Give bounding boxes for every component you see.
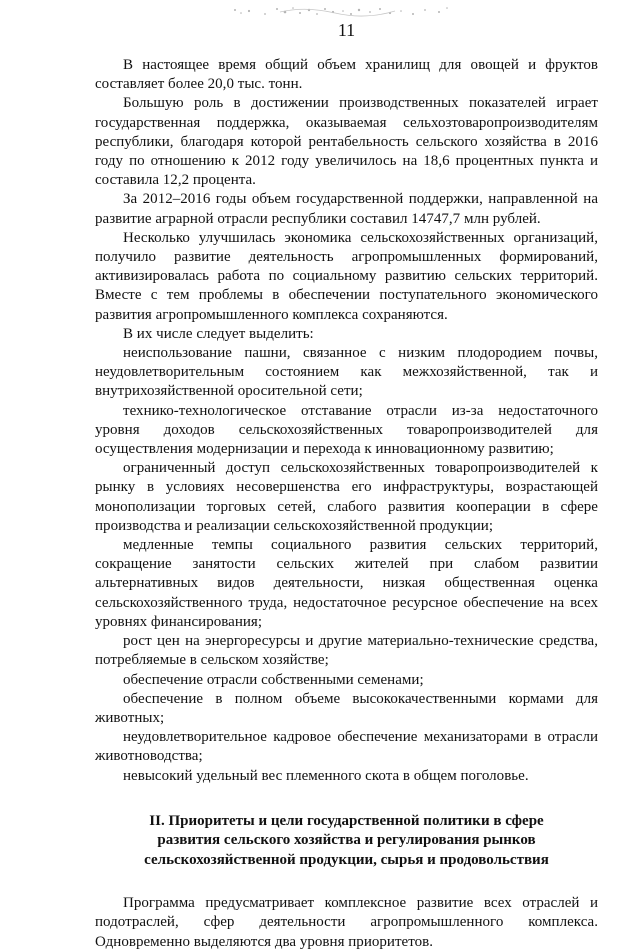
section-ii xyxy=(95,812,598,952)
section-paragraph: Программа предусматривает комплексное развитие всех отраслей и подотраслей, сфер деятельности агропромышленного комплекса. Одновременно выделяются два уровня приоритетов. xyxy=(95,895,598,950)
section-heading: II. Приоритеты и цели государственной политики в сфере развития сельского хозяйства и регулирования рынков сельскохозяйственной продукции, сырья и продовольствия xyxy=(144,812,549,868)
list-item: неиспользование пашни, связанное с низким плодородием почвы, неудовлетворительным состоянием как межхозяйственной, так и внутрихозяйственной оросительной сети; xyxy=(95,345,598,400)
list-item: медленные темпы социального развития сельских территорий, сокращение занятости сельских жителей при слабом развитии альтернативных видов деятельности, низкая общественная оценка сельскохозяйственного труда, недостаточное ресурсное обеспечение на всех уровнях финансирования; xyxy=(95,537,598,630)
list-item: технико-технологическое отставание отрасли из-за недостаточного уровня доходов сельскохозяйственных товаропроизводителей для осуществления модернизации и перехода к инновационному развитию; xyxy=(95,402,598,458)
list-item: неудовлетворительное кадровое обеспечение механизаторами в отрасли животноводства; xyxy=(95,729,598,765)
page-number: 11 xyxy=(337,20,356,40)
paragraph-economy: Несколько улучшилась экономика сельскохозяйственных организаций, получило развитие деятельность агропромышленных формирований, активизировалась работа по социальному развитию сельских территорий. Вместе с тем проблемы в обеспечении поступательного экономического развития агропромышленного комплекса сохраняются. xyxy=(95,229,598,323)
list-item: невысокий удельный вес племенного скота в общем поголовье. xyxy=(123,767,529,784)
paragraph-list-intro: В их числе следует выделить: xyxy=(123,325,314,342)
list-item: обеспечение в полном объеме высококачественными кормами для животных; xyxy=(95,690,598,726)
paragraph-support-volume: За 2012–2016 годы объем государственной поддержки, направленной на развитие аграрной отрасли республики составил 14747,7 млн рублей. xyxy=(95,191,598,227)
list-item: рост цен на энергоресурсы и другие материально-технические средства, потребляемые в сельском хозяйстве; xyxy=(95,633,598,669)
document-page xyxy=(95,0,598,950)
list-item: обеспечение отрасли собственными семенами; xyxy=(123,671,424,688)
document-body xyxy=(95,56,598,952)
list-item: ограниченный доступ сельскохозяйственных товаропроизводителей к рынку в условиях несовершенства его инфраструктуры, возрастающей монополизации торговых сетей, слабого развития кооперации в сфере производства и реализации сельскохозяйственной продукции; xyxy=(95,460,598,534)
paragraph-storage: В настоящее время общий объем хранилищ для овощей и фруктов составляет более 20,0 тыс. тонн. xyxy=(95,57,598,93)
scan-artifact xyxy=(225,2,455,22)
paragraph-state-support: Большую роль в достижении производственных показателей играет государственная поддержка, оказываемая сельхозтоваропроизводителям республики, благодаря которой рентабельность сельского хозяйства в 2016 году по отношению к 2012 году увеличилось на 18,6 процентных пункта и составила 12,2 процента. xyxy=(95,95,598,189)
